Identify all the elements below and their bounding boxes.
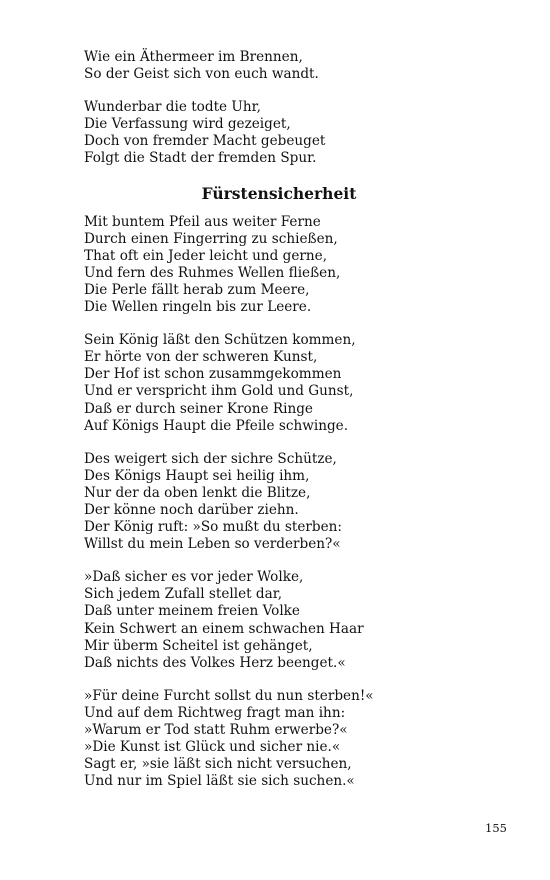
stanza xyxy=(84,214,484,317)
verse-line: Sagt er, »sie läßt sich nicht versuchen, xyxy=(84,756,352,773)
verse-line: Der könne noch darüber ziehn. xyxy=(84,501,299,518)
previous-poem-ending xyxy=(84,49,484,168)
poem-title: Fürstensicherheit xyxy=(201,183,357,203)
verse-line: Und nur im Spiel läßt sie sich suchen.« xyxy=(84,773,355,790)
verse-line: Des Königs Haupt sei heilig ihm, xyxy=(84,467,310,484)
verse-line: Nur der da oben lenkt die Blitze, xyxy=(84,484,311,501)
verse-line: Doch von fremder Macht gebeuget xyxy=(84,133,326,150)
stanza xyxy=(84,451,484,554)
verse-line: Auf Königs Haupt die Pfeile schwinge. xyxy=(84,417,349,434)
verse-line: That oft ein Jeder leicht und gerne, xyxy=(84,247,328,264)
poem-body xyxy=(84,214,484,791)
verse-line: Folgt die Stadt der fremden Spur. xyxy=(84,150,317,167)
verse-line: Und auf dem Richtweg fragt man ihn: xyxy=(84,704,346,721)
verse-line: Die Wellen ringeln bis zur Leere. xyxy=(84,299,312,316)
verse-line: »Daß sicher es vor jeder Wolke, xyxy=(84,569,304,586)
verse-line: Des weigert sich der sichre Schütze, xyxy=(84,450,337,467)
stanza xyxy=(84,49,484,83)
verse-line: Wie ein Äthermeer im Brennen, xyxy=(84,49,303,65)
stanza xyxy=(84,688,484,791)
verse-line: Der Hof ist schon zusammgekommen xyxy=(84,366,342,383)
stanza xyxy=(84,332,484,435)
verse-line: Und fern des Ruhmes Wellen fließen, xyxy=(84,264,341,281)
verse-line: Mit buntem Pfeil aus weiter Ferne xyxy=(84,213,321,230)
verse-line: Die Verfassung wird gezeiget, xyxy=(84,116,291,133)
verse-line: Daß unter meinem freien Volke xyxy=(84,603,300,620)
verse-line: »Die Kunst ist Glück und sicher nie.« xyxy=(84,739,341,756)
verse-line: Wunderbar die todte Uhr, xyxy=(84,99,261,116)
verse-line: Er hörte von der schweren Kunst, xyxy=(84,349,318,366)
verse-line: Die Perle fällt herab zum Meere, xyxy=(84,281,310,298)
verse-line: Durch einen Fingerring zu schießen, xyxy=(84,230,338,247)
verse-line: Der König ruft: »So mußt du sterben: xyxy=(84,519,342,536)
verse-line: Kein Schwert an einem schwachen Haar xyxy=(84,620,364,637)
verse-line: »Für deine Furcht sollst du nun sterben!« xyxy=(84,687,374,704)
verse-line: »Warum er Tod statt Ruhm erwerbe?« xyxy=(84,722,348,738)
verse-line: Daß nichts des Volkes Herz beenget.« xyxy=(84,654,346,671)
verse-line: Daß er durch seiner Krone Ringe xyxy=(84,400,313,417)
verse-line: Sich jedem Zufall stellet dar, xyxy=(84,586,283,603)
stanza xyxy=(84,569,484,672)
verse-line: So der Geist sich von euch wandt. xyxy=(84,66,319,83)
page-number: 155 xyxy=(485,821,507,835)
verse-line: Und er verspricht ihm Gold und Gunst, xyxy=(84,383,354,400)
verse-line: Willst du mein Leben so verderben?« xyxy=(84,536,341,553)
stanza xyxy=(84,99,484,167)
poem-page xyxy=(84,49,484,806)
verse-line: Mir überm Scheitel ist gehänget, xyxy=(84,637,313,654)
verse-line: Sein König läßt den Schützen kommen, xyxy=(84,332,356,349)
